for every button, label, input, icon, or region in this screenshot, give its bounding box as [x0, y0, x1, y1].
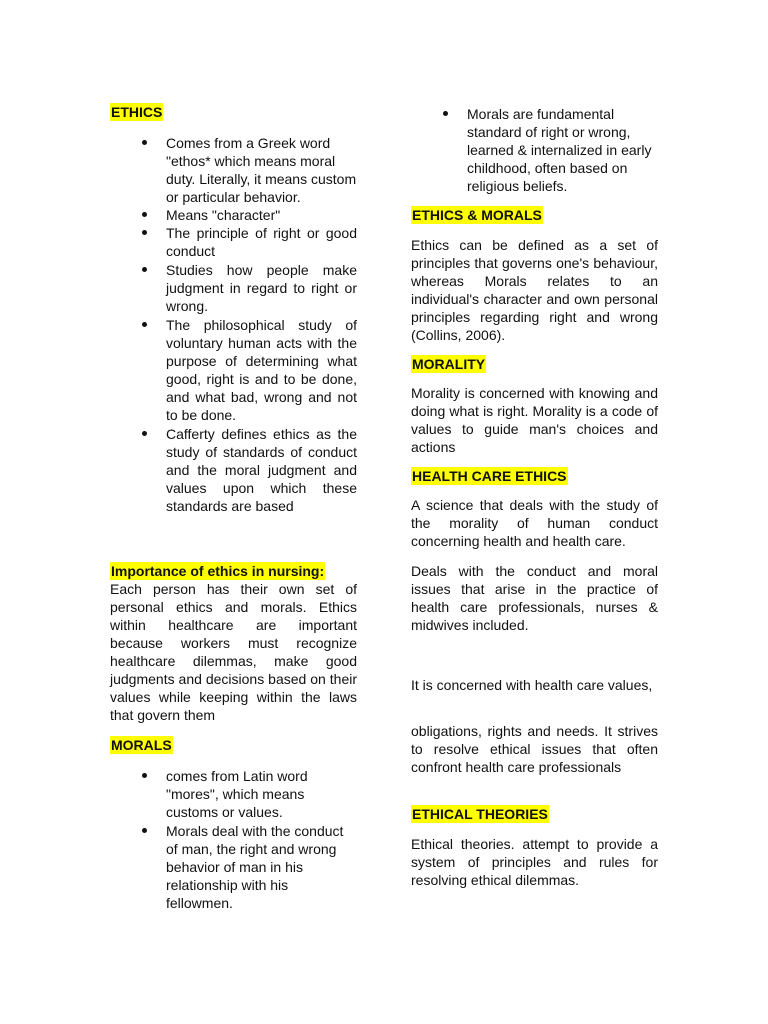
health-care-ethics-para2: Deals with the conduct and moral issues that arise in the practice of health care professionals, nurses & midwives included.: [411, 563, 658, 633]
ethics-list: [110, 134, 357, 515]
ethical-theories-heading-wrap: [411, 805, 658, 823]
health-care-ethics-para1: A science that deals with the study of the morality of human conduct concerning health and health care.: [411, 497, 658, 549]
list-item: The principle of right or good conduct: [110, 224, 357, 260]
health-care-ethics-heading: HEALTH CARE ETHICS: [412, 468, 567, 484]
list-item: Comes from a Greek word "ethos* which means moral duty. Literally, it means custom or particular behavior.: [110, 134, 357, 206]
morals-heading: MORALS: [111, 737, 172, 753]
list-item: Studies how people make judgment in regard to right or wrong.: [110, 261, 357, 315]
importance-section: [110, 562, 357, 724]
morals-list-wrap: [110, 767, 357, 912]
morality-heading-wrap: [411, 355, 658, 373]
morals-continued-wrap: [411, 105, 658, 195]
list-item: The philosophical study of voluntary human acts with the purpose of determining what good, right is and to be done, and what bad, wrong and not to be done.: [110, 316, 357, 424]
ethical-theories-text: Ethical theories. attempt to provide a system of principles and rules for resolving ethical dilemmas.: [411, 836, 658, 888]
importance-heading: Importance of ethics in nursing:: [111, 563, 325, 579]
ethics-list-wrap: [110, 134, 357, 515]
health-care-ethics-para4: obligations, rights and needs. It strives to resolve ethical issues that often confront health care professionals: [411, 723, 658, 775]
morals-list: [110, 767, 357, 912]
morals-heading-wrap: [110, 736, 357, 754]
list-item: comes from Latin word "mores", which means customs or values.: [110, 767, 357, 821]
ethics-heading-wrap: [110, 103, 357, 121]
health-care-ethics-para3: It is concerned with health care values,: [411, 677, 653, 693]
list-item: Cafferty defines ethics as the study of standards of conduct and the moral judgment and values upon which these standards are based: [110, 425, 357, 515]
list-item: Morals deal with the conduct of man, the right and wrong behavior of man in his relationship with his fellowmen.: [110, 822, 357, 912]
ethical-theories-heading: ETHICAL THEORIES: [412, 806, 548, 822]
list-item: Means "character": [110, 206, 357, 224]
ethics-heading: ETHICS: [111, 104, 163, 120]
list-item: Morals are fundamental standard of right or wrong, learned & internalized in early childhood, often based on religious beliefs.: [411, 105, 658, 195]
morality-text: Morality is concerned with knowing and doing what is right. Morality is a code of values to guide man's choices and actions: [411, 385, 658, 455]
morals-continued-list: [411, 105, 658, 195]
health-care-ethics-heading-wrap: [411, 467, 658, 485]
ethics-morals-heading-wrap: [411, 206, 658, 224]
ethics-morals-heading: ETHICS & MORALS: [412, 207, 542, 223]
morality-heading: MORALITY: [412, 356, 486, 372]
importance-text: Each person has their own set of personal ethics and morals. Ethics within healthcare are important because workers must recognize healthcare dilemmas, make good judgments and decisions based on their values while keeping within the laws that govern them: [110, 581, 357, 723]
ethics-morals-text: Ethics can be defined as a set of principles that governs one's behaviour, whereas Morals relates to an individual's character and own personal principles regarding right and wrong (Collins, 2006).: [411, 237, 658, 343]
